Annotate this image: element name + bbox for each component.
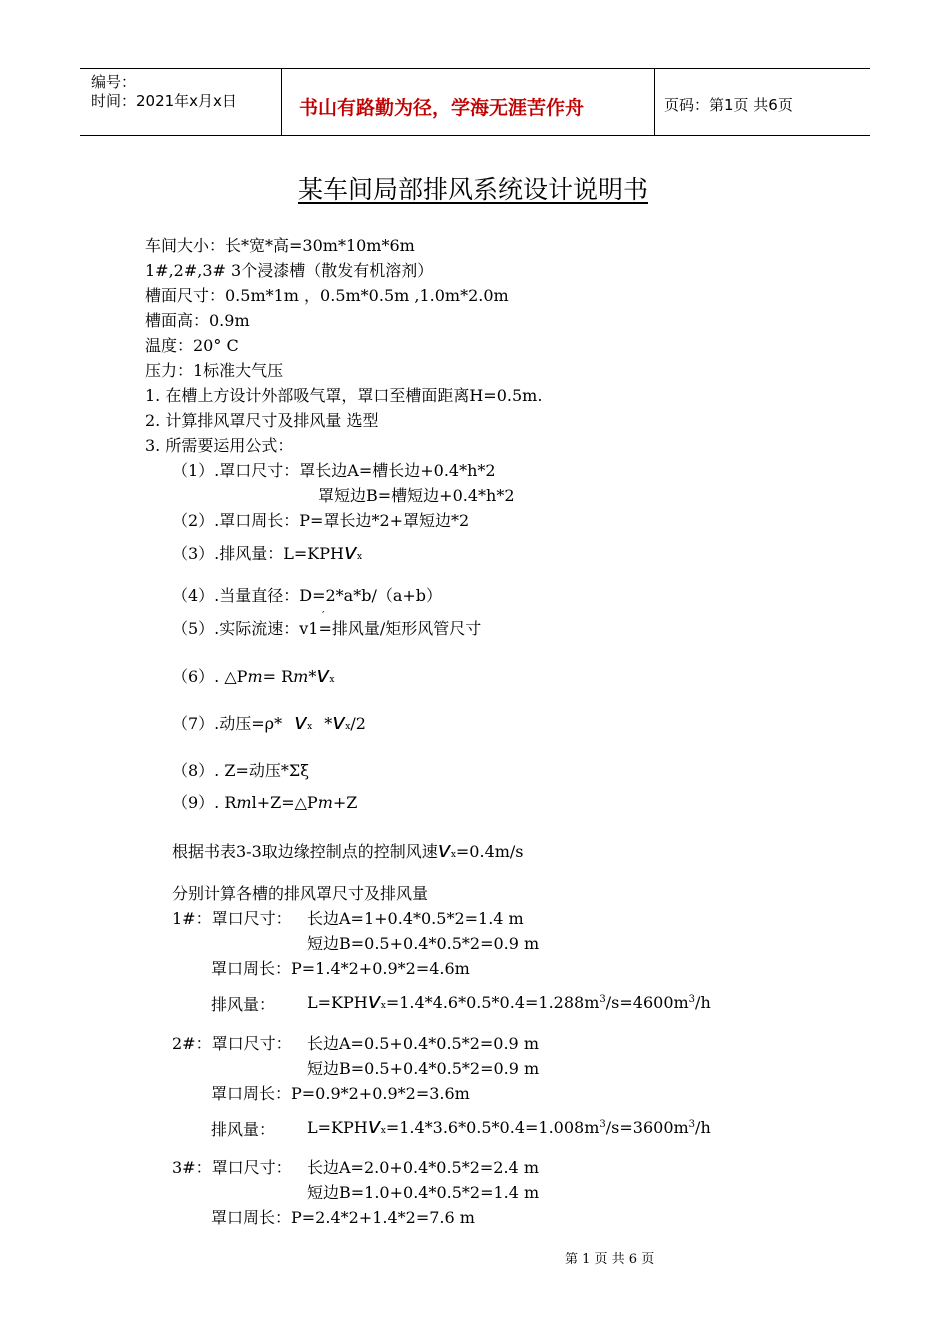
formula-6-star: * [308,667,317,686]
formula-9-tail: +Z [332,793,358,812]
tank2-long-side: 长边A=0.5+0.4*0.5*2=0.9 m [307,1034,539,1053]
tank3-long-side: 长边A=2.0+0.4*0.5*2=2.4 m [307,1158,539,1177]
velocity-subscript: x [450,850,456,860]
formula-7 [172,712,366,737]
tank2-perimeter: 罩口周长：P=0.9*2+0.9*2=3.6m [211,1084,470,1103]
param-pressure: 压力：1标准大气压 [145,361,284,380]
tank2-flow-unit: /h [695,1118,711,1137]
formula-3 [172,542,362,567]
tank1-flow-unit: /h [695,993,711,1012]
param-temperature: 温度：20° C [145,336,239,355]
formula-3-text: （3）.排风量：L=KPH [172,544,344,563]
tank3-perimeter: 罩口周长：P=2.4*2+1.4*2=7.6 m [211,1208,475,1227]
param-tanks: 1#,2#,3# 3个浸漆槽（散发有机溶剂） [145,261,434,280]
param-tank-surface-size: 槽面尺寸：0.5m*1m ，0.5m*0.5m ,1.0m*2.0m [145,286,509,305]
param-tank-height: 槽面高：0.9m [145,311,250,330]
document-title: 某车间局部排风系统设计说明书 [298,175,649,204]
tank1-flow [307,990,711,1016]
header-divider-left [281,68,282,136]
tank1-perimeter: 罩口周长：P=1.4*2+0.9*2=4.6m [211,959,470,978]
tank3-short-side: 短边B=1.0+0.4*0.5*2=1.4 m [307,1183,540,1202]
tank1-cubic-sup: 3 [599,994,606,1005]
tank1-short-side: 短边B=0.5+0.4*0.5*2=0.9 m [307,934,540,953]
formula-9-text: （9）. R [172,793,237,812]
formula-9 [172,793,357,813]
tank2-short-side: 短边B=0.5+0.4*0.5*2=0.9 m [307,1059,540,1078]
formula-5-prime: ′ [322,609,325,622]
tank2-flow-hour: /s=3600m [605,1118,689,1137]
formula-1-short: 罩短边B=槽短边+0.4*h*2 [318,486,515,505]
velocity-subscript: x [329,675,335,685]
velocity-symbol: v [343,540,358,565]
formula-6 [172,665,334,690]
velocity-subscript: x [345,722,351,732]
velocity-symbol: v [332,710,346,735]
step-1: 1. 在槽上方设计外部吸气罩，罩口至槽面距离H=0.5m. [145,386,543,405]
header-number-label: 编号： [91,73,137,91]
formula-7-star: * [324,714,333,733]
param-workshop-size: 车间大小：长*宽*高=30m*10m*6m [145,236,415,255]
formula-2: （2）.罩口周长：P=罩长边*2+罩短边*2 [172,511,470,530]
formula-1-long: （1）.罩口尺寸：罩长边A=槽长边+0.4*h*2 [172,461,496,480]
tank1-size-label: 1#：罩口尺寸： [172,909,292,928]
formula-8: （8）. Z=动压*Σξ [172,761,310,780]
formula-6-sub-m2: m [293,667,309,686]
tank1-flow-label: 排风量： [211,995,276,1014]
calc-intro: 分别计算各槽的排风罩尺寸及排风量 [172,884,429,903]
formula-6-sub-m: m [247,667,263,686]
header-divider-right [654,68,655,136]
velocity-symbol: v [294,710,308,735]
velocity-symbol: v [367,989,381,1014]
control-velocity-line [172,840,524,865]
control-velocity-text: 根据书表3-3取边缘控制点的控制风速 [172,842,438,861]
formula-9-mid: l+Z=△P [251,793,318,812]
formula-6-text: （6）. △P [172,667,248,686]
header-top-border [80,68,870,69]
step-3: 3. 所需要运用公式： [145,436,294,455]
tank1-flow-pre: L=KPH [307,993,368,1012]
formula-9-sub-m2: m [317,793,333,812]
formula-7-text: （7）.动压=ρ* [172,714,283,733]
header-motto: 书山有路勤为径，学海无涯苦作舟 [299,97,585,119]
tank1-long-side: 长边A=1+0.4*0.5*2=1.4 m [307,909,524,928]
velocity-subscript: x [357,552,363,562]
tank3-size-label: 3#：罩口尺寸： [172,1158,292,1177]
tank1-cubic-sup-2: 3 [688,994,696,1005]
header-bottom-border [80,135,870,136]
tank2-cubic-sup: 3 [599,1119,606,1130]
formula-6-mid: = R [262,667,294,686]
tank2-flow-calc: =1.4*3.6*0.5*0.4=1.008m [385,1118,600,1137]
header-date: 时间：2021年x月x日 [91,92,237,110]
tank2-flow-pre: L=KPH [307,1118,368,1137]
velocity-symbol: v [367,1114,381,1139]
tank1-flow-calc: =1.4*4.6*0.5*0.4=1.288m [385,993,600,1012]
formula-5: （5）.实际流速：v1=排风量/矩形风管尺寸 [172,619,482,638]
page-footer: 第 1 页 共 6 页 [565,1252,655,1267]
velocity-subscript: x [307,722,313,732]
tank2-flow [307,1115,711,1141]
velocity-subscript: x [380,1126,386,1136]
velocity-subscript: x [380,1001,386,1011]
header-page-info: 页码：第1页 共6页 [664,96,793,114]
formula-4: （4）.当量直径：D=2*a*b/（a+b） [172,586,443,605]
tank2-size-label: 2#：罩口尺寸： [172,1034,292,1053]
tank2-flow-label: 排风量： [211,1120,276,1139]
control-velocity-value: =0.4m/s [455,842,524,861]
tank1-flow-hour: /s=4600m [605,993,689,1012]
velocity-symbol: v [316,663,330,688]
velocity-symbol: v [437,838,451,863]
step-2: 2. 计算排风罩尺寸及排风量 选型 [145,411,379,430]
formula-7-tail: /2 [350,714,366,733]
tank2-cubic-sup-2: 3 [688,1119,696,1130]
formula-9-sub-m: m [236,793,252,812]
